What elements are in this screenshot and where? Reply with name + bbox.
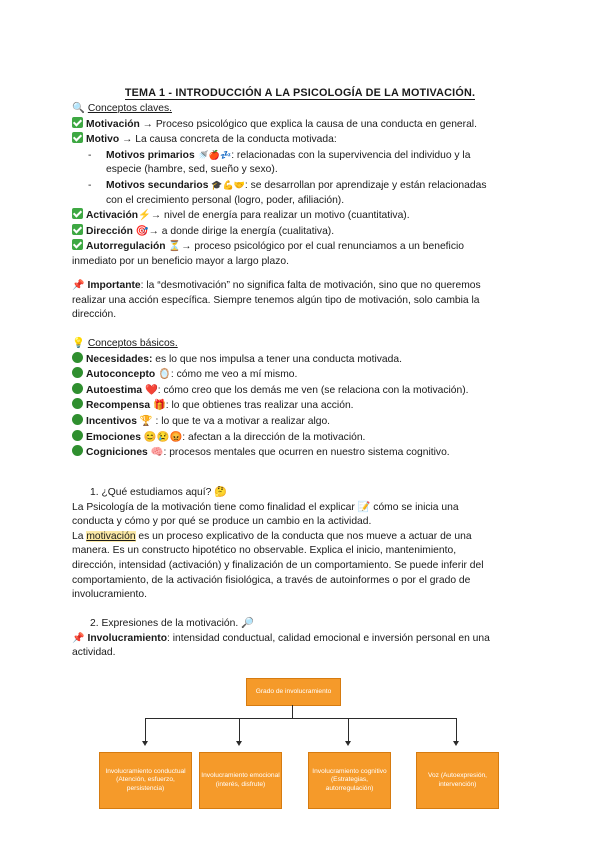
autorregulacion-def: ⏳→ proceso psicológico por el cual renunciamos a un beneficio	[168, 241, 464, 253]
importante-text: : la “desmotivación” no significa falta de motivación, sino que no queremos	[140, 280, 481, 291]
check-icon	[72, 208, 83, 219]
list-item: Incentivos 🏆 : lo que te va a motivar a realizar algo.	[72, 414, 532, 430]
direccion-def: 🎯→ a donde dirige la energía (cualitativa).	[135, 225, 335, 237]
check-icon	[72, 132, 83, 143]
section-1-paragraph-3: dirección, intensidad (activación) y finalización de un comportamiento. Se puede inferir del	[72, 559, 484, 571]
arrow-head-icon	[453, 741, 459, 746]
check-icon	[72, 239, 83, 250]
diagram-child-box: Involucramiento cognitivo (Estrategias, autorregulación)	[308, 752, 391, 809]
importante-text-2: realizar una acción específica. Siempre tenemos algún tipo de motivación, solo cambia la	[72, 294, 480, 306]
pushpin-icon: 📌	[72, 632, 85, 644]
motivacion-def: → Proceso psicológico que explica la causa de una conducta en general.	[142, 118, 477, 130]
secundarios-emoji: 🎓💪🤝	[211, 179, 245, 190]
section-1-heading: 1. ¿Qué estudiamos aquí? 🤔	[90, 487, 228, 498]
diagram-child-box: Voz (Autoexpresión, intervención)	[416, 752, 499, 809]
connector-line	[348, 718, 349, 742]
section-1-paragraph: La Psicología de la motivación tiene como finalidad el explicar 📝 cómo se inicia una	[72, 501, 459, 513]
primarios-def-cont: especie (hambre, sed, sueño y sexo).	[106, 164, 278, 176]
diagram-child-box: Involucramiento emocional (interés, disfrute)	[199, 752, 282, 809]
check-icon	[72, 224, 83, 235]
section-1-paragraph-4: comportamiento, de la activación fisiológica, a través de autoinformes o por el grado de	[72, 574, 471, 586]
arrow-head-icon	[236, 741, 242, 746]
importante-note	[72, 279, 532, 323]
connector-line	[239, 718, 240, 742]
diagram-child-box: Involucramiento conductual (Atención, esfuerzo, persistencia)	[99, 752, 192, 809]
green-circle-icon	[72, 367, 83, 378]
conceptos-claves-section: 🔍 Conceptos claves. Motivación → Proceso psicológico que explica la causa de una conducta en general. Motivo → La causa concreta de la conducta motivada: - Motivos primarios 🚿🍎💤: relacionadas con la supervivencia del individuo y la especie (hambre, sed, sueño y sexo). - Motivos secundarios 🎓💪🤝: se desarrollan por aprendizaje y están relacionadas con el crecimiento personal (logro, poder, afiliación). Activación⚡→ nivel de energía para realizar un motivo (cuantitativa). Dirección 🎯→ a donde dirige la energía (cualitativa). Autorregulación ⏳→ proceso psicológico por el cual renunciamos a un beneficio inmediato por un beneficio mayor a largo plazo.	[72, 102, 532, 270]
green-circle-icon	[72, 398, 83, 409]
section-2	[72, 617, 532, 661]
section-1: 1. ¿Qué estudiamos aquí? 🤔 La Psicología de la motivación tiene como finalidad el explicar 📝 cómo se inicia una conducta y cómo y por qué se produce un cambio en la actividad. La motivación es un proceso explicativo de la conducta que nos mueve a actuar de una manera. Es un constructo hipotético no observable. Explica el inicio, mantenimiento, dirección, intensidad (activación) y finalización de un comportamiento. Se puede inferir del comportamiento, de la activación fisiológica, a través de autoinformes o por el grado de involucramiento.	[72, 486, 532, 603]
motivacion-highlight: motivación	[86, 530, 136, 542]
autorregulacion-term: Autorregulación	[86, 241, 166, 253]
motivacion-term: Motivación	[86, 118, 140, 130]
activacion-def: ⚡→ nivel de energía para realizar un motivo (cuantitativa).	[138, 210, 410, 222]
list-item: Emociones 😊😢😡: afectan a la dirección de la motivación.	[72, 430, 532, 446]
section-2-heading: 2. Expresiones de la motivación. 🔎	[90, 618, 254, 629]
section-1-paragraph-5: involucramiento.	[72, 589, 147, 601]
conceptos-basicos-section	[72, 337, 532, 461]
importante-text-3: dirección.	[72, 309, 117, 321]
diagram-root-box: Grado de involucramiento	[246, 678, 341, 706]
connector-line	[145, 718, 146, 742]
activacion-term: Activación	[86, 210, 139, 222]
connector-line	[145, 718, 457, 719]
green-circle-icon	[72, 445, 83, 456]
primarios-def: : relacionadas con la supervivencia del individuo y la	[231, 149, 471, 161]
green-circle-icon	[72, 414, 83, 425]
page-title: TEMA 1 - INTRODUCCIÓN A LA PSICOLOGÍA DE LA MOTIVACIÓN.	[124, 87, 476, 99]
pushpin-icon: 📌	[72, 280, 85, 291]
motivo-term: Motivo	[86, 134, 120, 146]
list-item: Recompensa 🎁: lo que obtienes tras realizar una acción.	[72, 398, 532, 414]
list-item: Autoconcepto 🪞: cómo me veo a mí mismo.	[72, 367, 532, 383]
involucramiento-term: Involucramiento	[87, 632, 167, 644]
connector-line	[292, 705, 293, 718]
importante-term: Importante	[87, 280, 141, 291]
secundarios-def-cont: con el crecimiento personal (logro, poder, afiliación).	[106, 194, 345, 206]
primarios-term: Motivos primarios	[106, 149, 195, 161]
list-item: Autoestima ❤️: cómo creo que los demás me ven (se relaciona con la motivación).	[72, 383, 532, 399]
conceptos-claves-heading: Conceptos claves.	[87, 103, 172, 114]
arrow-head-icon	[345, 741, 351, 746]
green-circle-icon	[72, 430, 83, 441]
check-icon	[72, 117, 83, 128]
autorregulacion-def-cont: inmediato por un beneficio mayor a largo plazo.	[72, 255, 289, 267]
green-circle-icon	[72, 383, 83, 394]
conceptos-basicos-heading: Conceptos básicos.	[87, 338, 178, 349]
arrow-head-icon	[142, 741, 148, 746]
primarios-emoji: 🚿🍎💤	[197, 149, 232, 160]
section-1-paragraph-cont: conducta y cómo y por qué se produce un cambio en la actividad.	[72, 516, 372, 528]
list-item: Cogniciones 🧠: procesos mentales que ocurren en nuestro sistema cognitivo.	[72, 445, 532, 461]
involucramiento-def: : intensidad conductual, calidad emocional e inversión personal en una	[166, 632, 490, 644]
involucramiento-def-cont: actividad.	[72, 647, 116, 659]
connector-line	[456, 718, 457, 742]
direccion-term: Dirección	[86, 225, 133, 237]
section-1-paragraph-2: manera. Es un constructo hipotético no observable. Explica el inicio, mantenimiento,	[72, 545, 457, 557]
green-circle-icon	[72, 352, 83, 363]
list-item: Necesidades: es lo que nos impulsa a tener una conducta motivada.	[72, 352, 532, 368]
secundarios-def: : se desarrollan por aprendizaje y están relacionadas	[244, 179, 487, 191]
secundarios-term: Motivos secundarios	[106, 179, 209, 191]
magnifier-icon: 🔍	[72, 103, 85, 114]
motivo-def: → La causa concreta de la conducta motivada:	[122, 134, 337, 146]
lightbulb-icon: 💡	[72, 338, 85, 349]
